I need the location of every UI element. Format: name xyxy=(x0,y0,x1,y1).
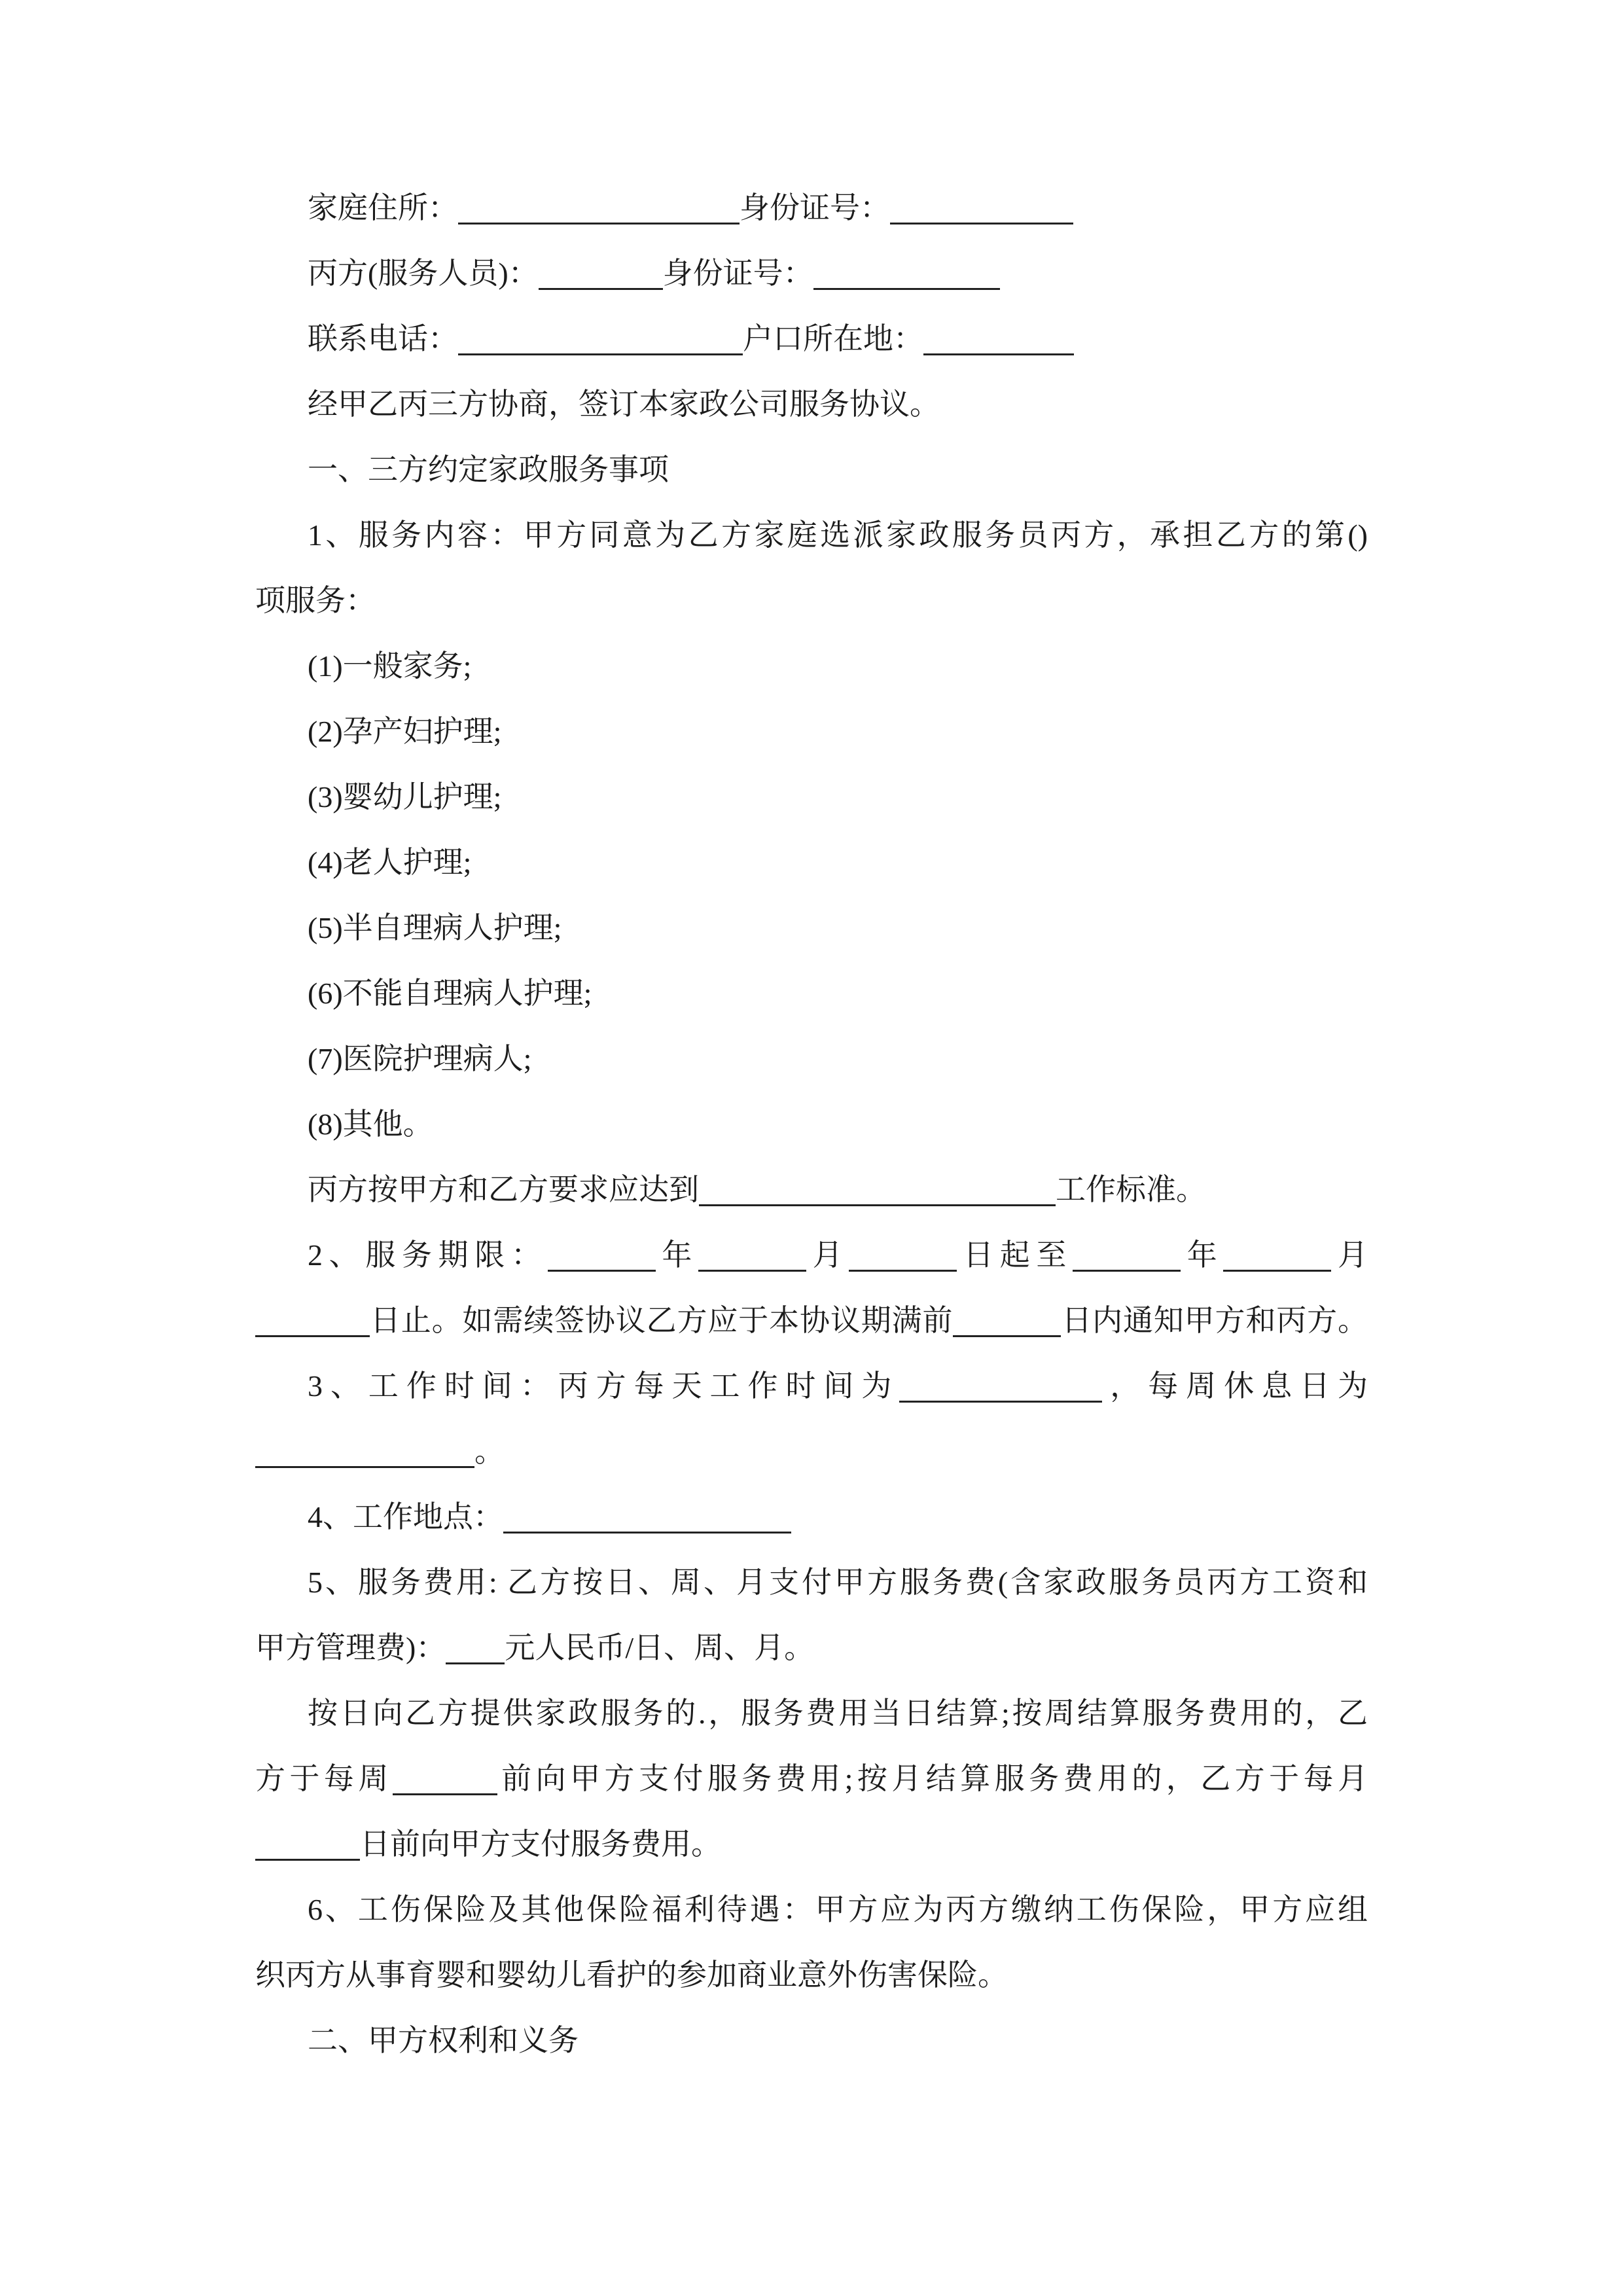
line-text: 6、工伤保险及其他保险福利待遇：甲方应为丙方缴纳工伤保险，甲方应组 xyxy=(308,1893,1368,1926)
fill-in-blank-line xyxy=(255,1859,360,1861)
line-text: 项服务： xyxy=(255,584,376,617)
line-text: 二、甲方权利和义务 xyxy=(308,2024,579,2057)
line-text: 日前向甲方支付服务费用。 xyxy=(360,1827,721,1861)
line-text: 日起至 xyxy=(957,1238,1073,1272)
line-text: (6)不能自理病人护理; xyxy=(308,977,592,1010)
line-text: (7)医院护理病人; xyxy=(308,1042,532,1075)
line-text: 3、工作时间：丙方每天工作时间为 xyxy=(308,1369,900,1403)
document-line xyxy=(255,1484,1368,1550)
document-line xyxy=(255,1943,1368,2008)
fill-in-blank-line xyxy=(548,1270,656,1272)
line-text: 丙方(服务人员)： xyxy=(308,257,539,290)
document-body xyxy=(255,175,1368,2073)
fill-in-blank-line xyxy=(698,1270,806,1272)
document-line xyxy=(255,895,1368,961)
document-line xyxy=(255,1550,1368,1615)
fill-in-blank-line xyxy=(899,1401,1102,1403)
document-line xyxy=(255,634,1368,699)
fill-in-blank-line xyxy=(1073,1270,1181,1272)
document-line xyxy=(255,961,1368,1026)
line-text: 丙方按甲方和乙方要求应达到 xyxy=(308,1173,699,1206)
document-line xyxy=(255,1288,1368,1354)
line-text: 织丙方从事育婴和婴幼儿看护的参加商业意外伤害保险。 xyxy=(255,1958,1008,1992)
line-text: 身份证号： xyxy=(662,257,813,290)
line-text: (2)孕产妇护理; xyxy=(308,715,502,748)
document-line xyxy=(255,764,1368,830)
line-text: 家庭住所： xyxy=(308,191,458,224)
line-text: 联系电话： xyxy=(308,322,458,355)
line-text: 前向甲方支付服务费用;按月结算服务费用的，乙方于每月 xyxy=(497,1762,1368,1795)
line-text: (1)一般家务; xyxy=(308,649,472,683)
line-text: 2、服务期限： xyxy=(308,1238,548,1272)
document-line xyxy=(255,1746,1368,1812)
document-line xyxy=(255,1877,1368,1943)
line-text: 按日向乙方提供家政服务的.，服务费用当日结算;按周结算服务费用的，乙 xyxy=(308,1696,1368,1730)
fill-in-blank-line xyxy=(446,1662,505,1664)
line-text: (4)老人护理; xyxy=(308,846,472,879)
line-text: 甲方管理费)： xyxy=(255,1631,446,1664)
fill-in-blank-line xyxy=(1223,1270,1331,1272)
line-text: 方于每周 xyxy=(255,1762,393,1795)
document-line xyxy=(255,1092,1368,1157)
fill-in-blank-line xyxy=(458,353,743,355)
document-line xyxy=(255,503,1368,568)
fill-in-blank-line xyxy=(923,353,1074,355)
document-line xyxy=(255,568,1368,634)
line-text: 年 xyxy=(655,1238,699,1272)
fill-in-blank-line xyxy=(890,223,1073,224)
line-text: 身份证号： xyxy=(740,191,890,224)
document-line xyxy=(255,1354,1368,1419)
fill-in-blank-line xyxy=(255,1335,370,1337)
fill-in-blank-line xyxy=(953,1335,1061,1337)
line-text: 工作标准。 xyxy=(1056,1173,1206,1206)
line-text: ，每周休息日为 xyxy=(1102,1369,1368,1403)
line-text: 日内通知甲方和丙方。 xyxy=(1061,1304,1368,1337)
fill-in-blank-line xyxy=(393,1793,497,1795)
line-text: 月 xyxy=(1331,1238,1368,1272)
document-line xyxy=(255,830,1368,895)
document-line xyxy=(255,1615,1368,1681)
document-line xyxy=(255,1157,1368,1223)
line-text: 日止。如需续签协议乙方应于本协议期满前 xyxy=(370,1304,954,1337)
line-text: (5)半自理病人护理; xyxy=(308,911,562,944)
document-line xyxy=(255,306,1368,372)
document-line xyxy=(255,2008,1368,2073)
line-text: (8)其他。 xyxy=(308,1107,433,1141)
document-line xyxy=(255,1419,1368,1484)
document-line xyxy=(255,1026,1368,1092)
line-text: 一、三方约定家政服务事项 xyxy=(308,453,669,486)
document-line xyxy=(255,1812,1368,1877)
document-line xyxy=(255,1223,1368,1288)
line-text: 经甲乙丙三方协商，签订本家政公司服务协议。 xyxy=(308,387,940,421)
fill-in-blank-line xyxy=(503,1532,791,1534)
document-line xyxy=(255,241,1368,306)
line-text: 月 xyxy=(806,1238,849,1272)
document-line xyxy=(255,175,1368,241)
fill-in-blank-line xyxy=(255,1466,474,1468)
fill-in-blank-line xyxy=(813,288,1000,290)
line-text: 户口所在地： xyxy=(743,322,923,355)
line-text: (3)婴幼儿护理; xyxy=(308,780,502,814)
fill-in-blank-line xyxy=(539,288,663,290)
line-text: 4、工作地点： xyxy=(308,1500,503,1534)
line-text: 5、服务费用: 乙方按日、周、月支付甲方服务费(含家政服务员丙方工资和 xyxy=(308,1566,1368,1599)
fill-in-blank-line xyxy=(699,1204,1056,1206)
document-line xyxy=(255,699,1368,764)
fill-in-blank-line xyxy=(849,1270,957,1272)
document-line xyxy=(255,372,1368,437)
line-text: 。 xyxy=(474,1435,505,1468)
document-line xyxy=(255,437,1368,503)
line-text: 1、服务内容：甲方同意为乙方家庭选派家政服务员丙方，承担乙方的第() xyxy=(308,518,1368,552)
fill-in-blank-line xyxy=(458,223,740,224)
document-line xyxy=(255,1681,1368,1746)
line-text: 元人民币/日、周、月。 xyxy=(505,1631,815,1664)
line-text: 年 xyxy=(1181,1238,1224,1272)
